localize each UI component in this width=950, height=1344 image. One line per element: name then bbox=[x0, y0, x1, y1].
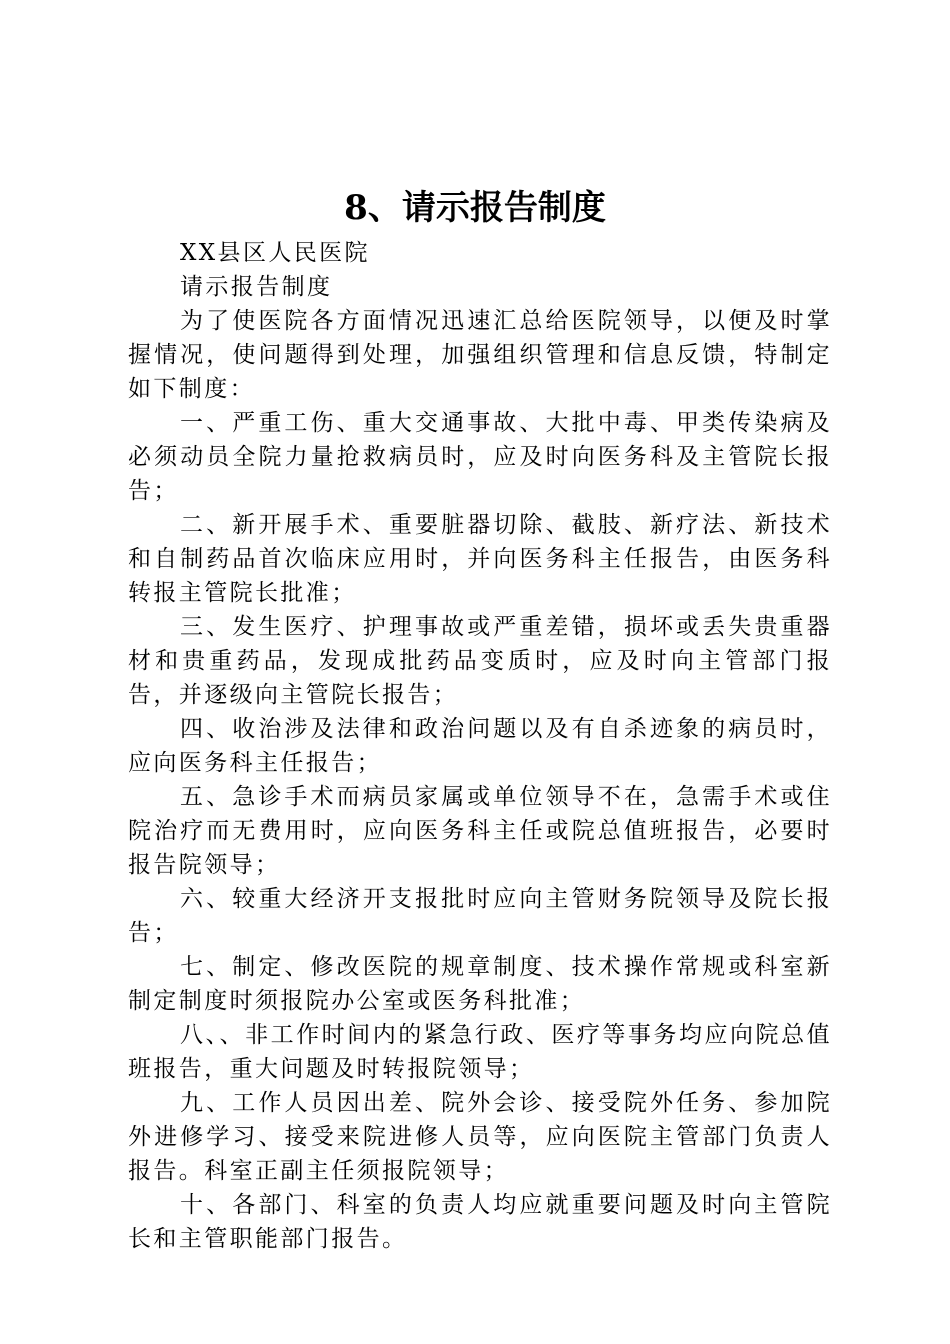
rule-item-5: 五、急诊手术而病员家属或单位领导不在，急需手术或住院治疗而无费用时，应向医务科主任或院总值班报告，必要时报告院领导； bbox=[128, 784, 832, 878]
rule-item-2: 二、新开展手术、重要脏器切除、截肢、新疗法、新技术和自制药品首次临床应用时，并向医务科主任报告，由医务科转报主管院长批准； bbox=[128, 512, 832, 606]
rule-item-6: 六、较重大经济开支报批时应向主管财务院领导及院长报告； bbox=[128, 886, 832, 946]
document-body bbox=[128, 236, 832, 1256]
rule-item-10: 十、各部门、科室的负责人均应就重要问题及时向主管院长和主管职能部门报告。 bbox=[128, 1192, 832, 1252]
hospital-name-line: XX县区人民医院 bbox=[180, 240, 370, 266]
rule-item-4: 四、收治涉及法律和政治问题以及有自杀迹象的病员时，应向医务科主任报告； bbox=[128, 716, 832, 776]
rule-item-3: 三、发生医疗、护理事故或严重差错，损坏或丢失贵重器材和贵重药品，发现成批药品变质时，应及时向主管部门报告，并逐级向主管院长报告； bbox=[128, 614, 832, 708]
rule-item-7: 七、制定、修改医院的规章制度、技术操作常规或科室新制定制度时须报院办公室或医务科批准； bbox=[128, 954, 832, 1014]
rule-item-8: 八、、非工作时间内的紧急行政、医疗等事务均应向院总值班报告，重大问题及时转报院领导； bbox=[128, 1022, 832, 1082]
rule-item-9: 九、工作人员因出差、院外会诊、接受院外任务、参加院外进修学习、接受来院进修人员等，应向医院主管部门负责人报告。科室正副主任须报院领导； bbox=[128, 1090, 832, 1184]
document-title: 8、请示报告制度 bbox=[344, 188, 606, 228]
subtitle-line: 请示报告制度 bbox=[180, 274, 333, 300]
rule-item-1: 一、严重工伤、重大交通事故、大批中毒、甲类传染病及必须动员全院力量抢救病员时，应及时向医务科及主管院长报告； bbox=[128, 410, 832, 504]
intro-paragraph: 为了使医院各方面情况迅速汇总给医院领导，以便及时掌握情况，使问题得到处理，加强组织管理和信息反馈，特制定如下制度： bbox=[128, 308, 832, 402]
